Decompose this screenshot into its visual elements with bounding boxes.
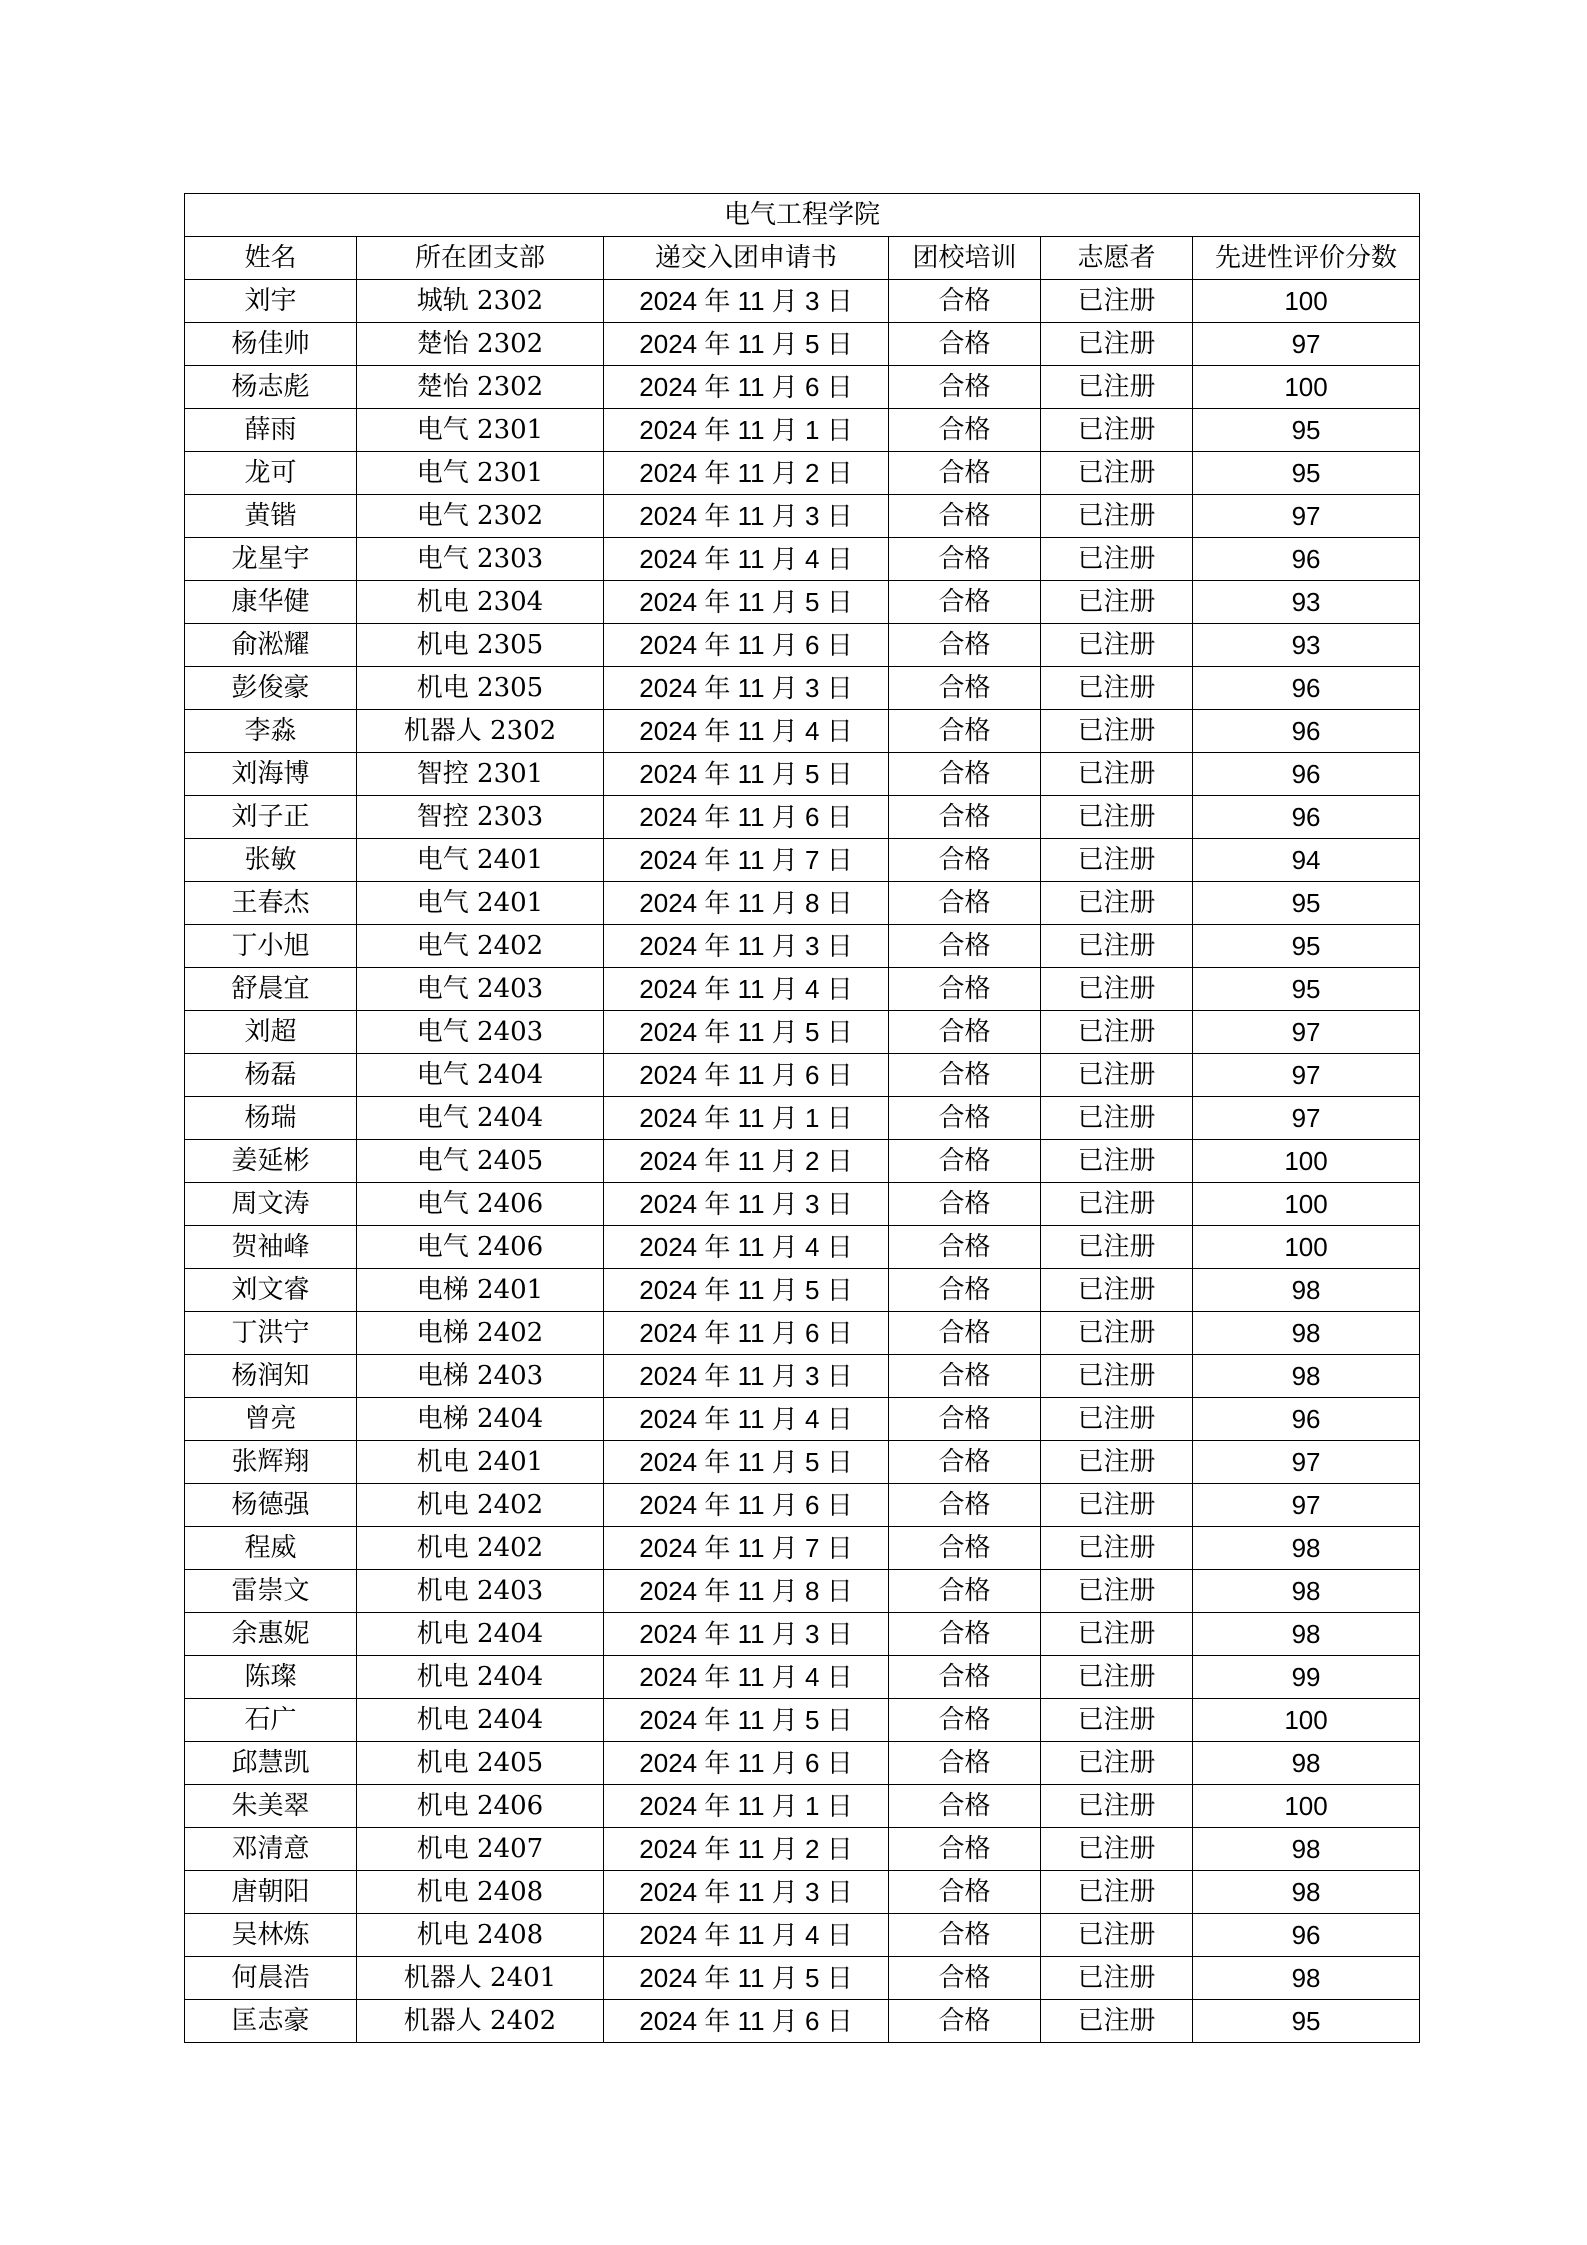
member-name: 周文涛 xyxy=(185,1183,357,1226)
member-branch: 电梯 2401 xyxy=(357,1269,604,1312)
application-date: 2024 年 11 月 3 日 xyxy=(604,1183,889,1226)
training-status: 合格 xyxy=(889,1914,1041,1957)
training-status: 合格 xyxy=(889,366,1041,409)
table-row xyxy=(185,1183,1420,1226)
volunteer-status: 已注册 xyxy=(1041,667,1193,710)
member-name: 龙星宇 xyxy=(185,538,357,581)
table-row xyxy=(185,1054,1420,1097)
evaluation-score: 95 xyxy=(1193,2000,1420,2043)
roster-table xyxy=(184,193,1420,2043)
member-name: 杨润知 xyxy=(185,1355,357,1398)
volunteer-status: 已注册 xyxy=(1041,1957,1193,2000)
member-branch: 电气 2403 xyxy=(357,968,604,1011)
application-date: 2024 年 11 月 3 日 xyxy=(604,1871,889,1914)
training-status: 合格 xyxy=(889,538,1041,581)
member-branch: 电气 2401 xyxy=(357,882,604,925)
training-status: 合格 xyxy=(889,1699,1041,1742)
volunteer-status: 已注册 xyxy=(1041,753,1193,796)
member-branch: 电气 2302 xyxy=(357,495,604,538)
member-name: 吴林炼 xyxy=(185,1914,357,1957)
training-status: 合格 xyxy=(889,1312,1041,1355)
member-branch: 机器人 2401 xyxy=(357,1957,604,2000)
table-row xyxy=(185,1785,1420,1828)
member-name: 石广 xyxy=(185,1699,357,1742)
table-row xyxy=(185,409,1420,452)
evaluation-score: 97 xyxy=(1193,1441,1420,1484)
volunteer-status: 已注册 xyxy=(1041,1097,1193,1140)
header-row xyxy=(185,237,1420,280)
member-branch: 机电 2407 xyxy=(357,1828,604,1871)
training-status: 合格 xyxy=(889,1613,1041,1656)
training-status: 合格 xyxy=(889,1484,1041,1527)
evaluation-score: 100 xyxy=(1193,1785,1420,1828)
evaluation-score: 98 xyxy=(1193,1613,1420,1656)
table-row xyxy=(185,1871,1420,1914)
member-branch: 电气 2404 xyxy=(357,1054,604,1097)
member-name: 刘宇 xyxy=(185,280,357,323)
volunteer-status: 已注册 xyxy=(1041,495,1193,538)
application-date: 2024 年 11 月 5 日 xyxy=(604,1441,889,1484)
training-status: 合格 xyxy=(889,624,1041,667)
volunteer-status: 已注册 xyxy=(1041,839,1193,882)
member-branch: 机电 2402 xyxy=(357,1484,604,1527)
member-name: 舒晨宜 xyxy=(185,968,357,1011)
evaluation-score: 96 xyxy=(1193,538,1420,581)
table-row xyxy=(185,1699,1420,1742)
volunteer-status: 已注册 xyxy=(1041,1398,1193,1441)
application-date: 2024 年 11 月 4 日 xyxy=(604,538,889,581)
member-branch: 楚怡 2302 xyxy=(357,323,604,366)
application-date: 2024 年 11 月 5 日 xyxy=(604,1699,889,1742)
evaluation-score: 97 xyxy=(1193,323,1420,366)
table-row xyxy=(185,796,1420,839)
table-row xyxy=(185,710,1420,753)
member-name: 黄锴 xyxy=(185,495,357,538)
table-row xyxy=(185,1957,1420,2000)
training-status: 合格 xyxy=(889,1570,1041,1613)
member-name: 刘子正 xyxy=(185,796,357,839)
member-name: 姜延彬 xyxy=(185,1140,357,1183)
member-branch: 电梯 2403 xyxy=(357,1355,604,1398)
evaluation-score: 95 xyxy=(1193,968,1420,1011)
table-row xyxy=(185,366,1420,409)
member-name: 朱美翠 xyxy=(185,1785,357,1828)
member-branch: 电气 2303 xyxy=(357,538,604,581)
table-row xyxy=(185,2000,1420,2043)
evaluation-score: 98 xyxy=(1193,1828,1420,1871)
training-status: 合格 xyxy=(889,710,1041,753)
table-row xyxy=(185,1914,1420,1957)
header-application-date: 递交入团申请书 xyxy=(604,237,889,280)
member-branch: 机电 2404 xyxy=(357,1699,604,1742)
application-date: 2024 年 11 月 5 日 xyxy=(604,1011,889,1054)
training-status: 合格 xyxy=(889,1183,1041,1226)
table-row xyxy=(185,1097,1420,1140)
application-date: 2024 年 11 月 8 日 xyxy=(604,1570,889,1613)
member-name: 刘超 xyxy=(185,1011,357,1054)
member-branch: 电气 2405 xyxy=(357,1140,604,1183)
member-branch: 电梯 2402 xyxy=(357,1312,604,1355)
application-date: 2024 年 11 月 4 日 xyxy=(604,1656,889,1699)
training-status: 合格 xyxy=(889,882,1041,925)
volunteer-status: 已注册 xyxy=(1041,1871,1193,1914)
training-status: 合格 xyxy=(889,1355,1041,1398)
volunteer-status: 已注册 xyxy=(1041,1656,1193,1699)
training-status: 合格 xyxy=(889,667,1041,710)
member-branch: 楚怡 2302 xyxy=(357,366,604,409)
application-date: 2024 年 11 月 6 日 xyxy=(604,796,889,839)
application-date: 2024 年 11 月 6 日 xyxy=(604,1742,889,1785)
header-branch: 所在团支部 xyxy=(357,237,604,280)
member-branch: 电气 2403 xyxy=(357,1011,604,1054)
volunteer-status: 已注册 xyxy=(1041,1183,1193,1226)
roster-body xyxy=(185,280,1420,2043)
table-row xyxy=(185,452,1420,495)
application-date: 2024 年 11 月 3 日 xyxy=(604,925,889,968)
application-date: 2024 年 11 月 3 日 xyxy=(604,1355,889,1398)
evaluation-score: 100 xyxy=(1193,1226,1420,1269)
training-status: 合格 xyxy=(889,1226,1041,1269)
table-row xyxy=(185,323,1420,366)
member-name: 张辉翔 xyxy=(185,1441,357,1484)
volunteer-status: 已注册 xyxy=(1041,1828,1193,1871)
evaluation-score: 96 xyxy=(1193,796,1420,839)
training-status: 合格 xyxy=(889,323,1041,366)
table-row xyxy=(185,1398,1420,1441)
table-row xyxy=(185,1613,1420,1656)
evaluation-score: 99 xyxy=(1193,1656,1420,1699)
volunteer-status: 已注册 xyxy=(1041,1484,1193,1527)
application-date: 2024 年 11 月 1 日 xyxy=(604,409,889,452)
application-date: 2024 年 11 月 6 日 xyxy=(604,1484,889,1527)
training-status: 合格 xyxy=(889,1097,1041,1140)
training-status: 合格 xyxy=(889,452,1041,495)
volunteer-status: 已注册 xyxy=(1041,1441,1193,1484)
member-name: 薛雨 xyxy=(185,409,357,452)
table-row xyxy=(185,968,1420,1011)
table-row xyxy=(185,1570,1420,1613)
application-date: 2024 年 11 月 2 日 xyxy=(604,1140,889,1183)
application-date: 2024 年 11 月 4 日 xyxy=(604,968,889,1011)
evaluation-score: 98 xyxy=(1193,1312,1420,1355)
volunteer-status: 已注册 xyxy=(1041,1699,1193,1742)
training-status: 合格 xyxy=(889,839,1041,882)
member-name: 王春杰 xyxy=(185,882,357,925)
member-name: 唐朝阳 xyxy=(185,1871,357,1914)
member-branch: 机电 2305 xyxy=(357,624,604,667)
evaluation-score: 96 xyxy=(1193,667,1420,710)
volunteer-status: 已注册 xyxy=(1041,1312,1193,1355)
volunteer-status: 已注册 xyxy=(1041,1613,1193,1656)
volunteer-status: 已注册 xyxy=(1041,1570,1193,1613)
evaluation-score: 98 xyxy=(1193,1957,1420,2000)
training-status: 合格 xyxy=(889,1527,1041,1570)
member-branch: 机器人 2302 xyxy=(357,710,604,753)
evaluation-score: 98 xyxy=(1193,1269,1420,1312)
member-name: 彭俊豪 xyxy=(185,667,357,710)
volunteer-status: 已注册 xyxy=(1041,1011,1193,1054)
training-status: 合格 xyxy=(889,925,1041,968)
member-branch: 机电 2305 xyxy=(357,667,604,710)
member-branch: 机电 2402 xyxy=(357,1527,604,1570)
application-date: 2024 年 11 月 1 日 xyxy=(604,1785,889,1828)
table-row xyxy=(185,1355,1420,1398)
member-name: 曾亮 xyxy=(185,1398,357,1441)
table-row xyxy=(185,667,1420,710)
evaluation-score: 95 xyxy=(1193,452,1420,495)
member-name: 陈璨 xyxy=(185,1656,357,1699)
member-name: 杨志彪 xyxy=(185,366,357,409)
volunteer-status: 已注册 xyxy=(1041,581,1193,624)
table-row xyxy=(185,1269,1420,1312)
member-branch: 电气 2406 xyxy=(357,1226,604,1269)
member-branch: 机电 2408 xyxy=(357,1871,604,1914)
application-date: 2024 年 11 月 2 日 xyxy=(604,1828,889,1871)
evaluation-score: 100 xyxy=(1193,1699,1420,1742)
application-date: 2024 年 11 月 6 日 xyxy=(604,2000,889,2043)
member-branch: 城轨 2302 xyxy=(357,280,604,323)
member-branch: 机电 2406 xyxy=(357,1785,604,1828)
volunteer-status: 已注册 xyxy=(1041,1054,1193,1097)
member-branch: 机电 2403 xyxy=(357,1570,604,1613)
evaluation-score: 97 xyxy=(1193,1484,1420,1527)
header-score: 先进性评价分数 xyxy=(1193,237,1420,280)
member-name: 张敏 xyxy=(185,839,357,882)
member-name: 邓清意 xyxy=(185,1828,357,1871)
table-row xyxy=(185,882,1420,925)
volunteer-status: 已注册 xyxy=(1041,882,1193,925)
application-date: 2024 年 11 月 6 日 xyxy=(604,1054,889,1097)
member-branch: 机电 2408 xyxy=(357,1914,604,1957)
volunteer-status: 已注册 xyxy=(1041,2000,1193,2043)
volunteer-status: 已注册 xyxy=(1041,1527,1193,1570)
table-row xyxy=(185,581,1420,624)
training-status: 合格 xyxy=(889,1742,1041,1785)
evaluation-score: 97 xyxy=(1193,1054,1420,1097)
member-name: 李淼 xyxy=(185,710,357,753)
member-name: 匡志豪 xyxy=(185,2000,357,2043)
training-status: 合格 xyxy=(889,280,1041,323)
volunteer-status: 已注册 xyxy=(1041,1269,1193,1312)
member-branch: 机电 2404 xyxy=(357,1656,604,1699)
evaluation-score: 96 xyxy=(1193,1914,1420,1957)
application-date: 2024 年 11 月 3 日 xyxy=(604,280,889,323)
evaluation-score: 95 xyxy=(1193,882,1420,925)
volunteer-status: 已注册 xyxy=(1041,796,1193,839)
evaluation-score: 94 xyxy=(1193,839,1420,882)
member-name: 俞淞耀 xyxy=(185,624,357,667)
header-name: 姓名 xyxy=(185,237,357,280)
table-row xyxy=(185,1527,1420,1570)
evaluation-score: 98 xyxy=(1193,1742,1420,1785)
volunteer-status: 已注册 xyxy=(1041,538,1193,581)
application-date: 2024 年 11 月 8 日 xyxy=(604,882,889,925)
training-status: 合格 xyxy=(889,1140,1041,1183)
application-date: 2024 年 11 月 5 日 xyxy=(604,753,889,796)
application-date: 2024 年 11 月 7 日 xyxy=(604,1527,889,1570)
evaluation-score: 100 xyxy=(1193,1183,1420,1226)
volunteer-status: 已注册 xyxy=(1041,1140,1193,1183)
evaluation-score: 98 xyxy=(1193,1871,1420,1914)
evaluation-score: 97 xyxy=(1193,1097,1420,1140)
application-date: 2024 年 11 月 5 日 xyxy=(604,581,889,624)
table-row xyxy=(185,1742,1420,1785)
table-row xyxy=(185,1011,1420,1054)
volunteer-status: 已注册 xyxy=(1041,452,1193,495)
member-branch: 电气 2404 xyxy=(357,1097,604,1140)
training-status: 合格 xyxy=(889,1011,1041,1054)
application-date: 2024 年 11 月 6 日 xyxy=(604,624,889,667)
volunteer-status: 已注册 xyxy=(1041,710,1193,753)
volunteer-status: 已注册 xyxy=(1041,280,1193,323)
volunteer-status: 已注册 xyxy=(1041,1355,1193,1398)
training-status: 合格 xyxy=(889,1441,1041,1484)
training-status: 合格 xyxy=(889,1398,1041,1441)
member-name: 程威 xyxy=(185,1527,357,1570)
member-branch: 机电 2405 xyxy=(357,1742,604,1785)
member-name: 杨瑞 xyxy=(185,1097,357,1140)
member-name: 杨佳帅 xyxy=(185,323,357,366)
training-status: 合格 xyxy=(889,1269,1041,1312)
application-date: 2024 年 11 月 1 日 xyxy=(604,1097,889,1140)
member-name: 余惠妮 xyxy=(185,1613,357,1656)
evaluation-score: 96 xyxy=(1193,710,1420,753)
table-row xyxy=(185,280,1420,323)
volunteer-status: 已注册 xyxy=(1041,624,1193,667)
table-row xyxy=(185,538,1420,581)
training-status: 合格 xyxy=(889,1828,1041,1871)
member-branch: 电梯 2404 xyxy=(357,1398,604,1441)
volunteer-status: 已注册 xyxy=(1041,1914,1193,1957)
table-row xyxy=(185,624,1420,667)
evaluation-score: 97 xyxy=(1193,495,1420,538)
table-row xyxy=(185,495,1420,538)
training-status: 合格 xyxy=(889,796,1041,839)
volunteer-status: 已注册 xyxy=(1041,1226,1193,1269)
table-row xyxy=(185,925,1420,968)
table-title: 电气工程学院 xyxy=(185,194,1420,237)
application-date: 2024 年 11 月 5 日 xyxy=(604,323,889,366)
training-status: 合格 xyxy=(889,581,1041,624)
application-date: 2024 年 11 月 3 日 xyxy=(604,1613,889,1656)
member-name: 刘海博 xyxy=(185,753,357,796)
member-name: 邱慧凯 xyxy=(185,1742,357,1785)
header-volunteer: 志愿者 xyxy=(1041,237,1193,280)
table-row xyxy=(185,1828,1420,1871)
member-branch: 机器人 2402 xyxy=(357,2000,604,2043)
table-row xyxy=(185,839,1420,882)
evaluation-score: 100 xyxy=(1193,1140,1420,1183)
training-status: 合格 xyxy=(889,1785,1041,1828)
member-name: 贺袖峰 xyxy=(185,1226,357,1269)
volunteer-status: 已注册 xyxy=(1041,925,1193,968)
application-date: 2024 年 11 月 4 日 xyxy=(604,1226,889,1269)
application-date: 2024 年 11 月 4 日 xyxy=(604,1914,889,1957)
table-row xyxy=(185,1140,1420,1183)
evaluation-score: 93 xyxy=(1193,581,1420,624)
member-name: 杨德强 xyxy=(185,1484,357,1527)
member-name: 丁洪宁 xyxy=(185,1312,357,1355)
evaluation-score: 95 xyxy=(1193,925,1420,968)
member-name: 何晨浩 xyxy=(185,1957,357,2000)
application-date: 2024 年 11 月 2 日 xyxy=(604,452,889,495)
member-name: 丁小旭 xyxy=(185,925,357,968)
title-row xyxy=(185,194,1420,237)
training-status: 合格 xyxy=(889,495,1041,538)
member-name: 刘文睿 xyxy=(185,1269,357,1312)
member-branch: 电气 2301 xyxy=(357,409,604,452)
application-date: 2024 年 11 月 5 日 xyxy=(604,1957,889,2000)
evaluation-score: 98 xyxy=(1193,1570,1420,1613)
training-status: 合格 xyxy=(889,1957,1041,2000)
volunteer-status: 已注册 xyxy=(1041,323,1193,366)
table-row xyxy=(185,1441,1420,1484)
evaluation-score: 100 xyxy=(1193,366,1420,409)
training-status: 合格 xyxy=(889,753,1041,796)
application-date: 2024 年 11 月 3 日 xyxy=(604,495,889,538)
table-row xyxy=(185,1484,1420,1527)
application-date: 2024 年 11 月 6 日 xyxy=(604,1312,889,1355)
evaluation-score: 98 xyxy=(1193,1527,1420,1570)
member-branch: 电气 2406 xyxy=(357,1183,604,1226)
training-status: 合格 xyxy=(889,2000,1041,2043)
member-name: 康华健 xyxy=(185,581,357,624)
training-status: 合格 xyxy=(889,1871,1041,1914)
volunteer-status: 已注册 xyxy=(1041,1785,1193,1828)
application-date: 2024 年 11 月 5 日 xyxy=(604,1269,889,1312)
application-date: 2024 年 11 月 3 日 xyxy=(604,667,889,710)
evaluation-score: 95 xyxy=(1193,409,1420,452)
application-date: 2024 年 11 月 4 日 xyxy=(604,1398,889,1441)
evaluation-score: 96 xyxy=(1193,753,1420,796)
member-name: 雷崇文 xyxy=(185,1570,357,1613)
member-branch: 智控 2301 xyxy=(357,753,604,796)
member-branch: 电气 2401 xyxy=(357,839,604,882)
volunteer-status: 已注册 xyxy=(1041,1742,1193,1785)
member-branch: 智控 2303 xyxy=(357,796,604,839)
training-status: 合格 xyxy=(889,1054,1041,1097)
evaluation-score: 93 xyxy=(1193,624,1420,667)
member-branch: 电气 2301 xyxy=(357,452,604,495)
member-name: 杨磊 xyxy=(185,1054,357,1097)
volunteer-status: 已注册 xyxy=(1041,409,1193,452)
table-row xyxy=(185,1312,1420,1355)
member-branch: 电气 2402 xyxy=(357,925,604,968)
member-branch: 机电 2404 xyxy=(357,1613,604,1656)
training-status: 合格 xyxy=(889,968,1041,1011)
table-row xyxy=(185,1656,1420,1699)
application-date: 2024 年 11 月 7 日 xyxy=(604,839,889,882)
table-row xyxy=(185,1226,1420,1269)
header-training: 团校培训 xyxy=(889,237,1041,280)
volunteer-status: 已注册 xyxy=(1041,366,1193,409)
training-status: 合格 xyxy=(889,1656,1041,1699)
training-status: 合格 xyxy=(889,409,1041,452)
evaluation-score: 100 xyxy=(1193,280,1420,323)
member-branch: 机电 2401 xyxy=(357,1441,604,1484)
evaluation-score: 98 xyxy=(1193,1355,1420,1398)
evaluation-score: 97 xyxy=(1193,1011,1420,1054)
member-name: 龙可 xyxy=(185,452,357,495)
member-branch: 机电 2304 xyxy=(357,581,604,624)
evaluation-score: 96 xyxy=(1193,1398,1420,1441)
application-date: 2024 年 11 月 6 日 xyxy=(604,366,889,409)
application-date: 2024 年 11 月 4 日 xyxy=(604,710,889,753)
volunteer-status: 已注册 xyxy=(1041,968,1193,1011)
table-row xyxy=(185,753,1420,796)
